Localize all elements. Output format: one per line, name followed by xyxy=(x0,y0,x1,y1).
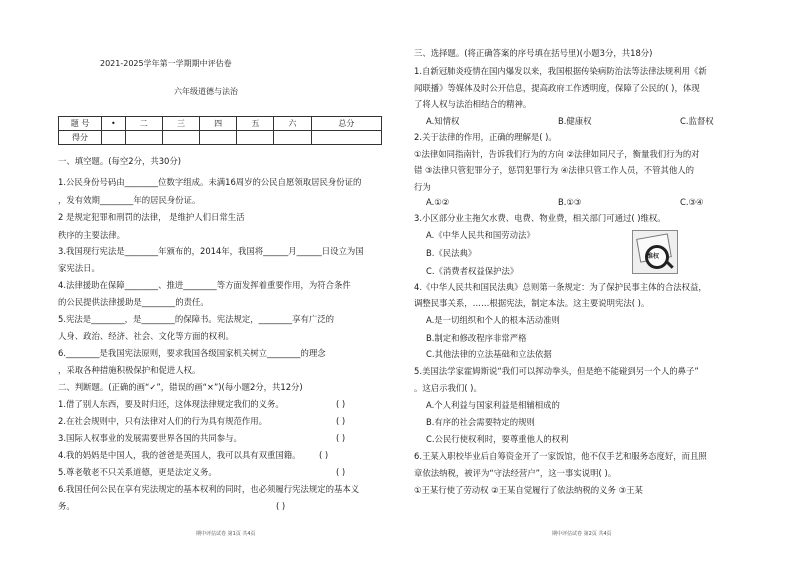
option-c[interactable]: C.其他法律的立法基础和立法依据 xyxy=(426,349,552,359)
judge-item: 1.借了别人东西，要及时归还，这体现法律规定我们的义务。 xyxy=(58,399,284,409)
judge-item: 5.尊老敬老不只关系道德，更是法定义务。 xyxy=(58,467,217,477)
judge-item: 2.在社会规则中，只有法律对人们的行为具有规范作用。 xyxy=(58,416,267,426)
judge-item: 3.国际人权事业的发展需要世界各国的共同参与。 xyxy=(58,433,242,443)
judge-item: 务。 xyxy=(58,501,75,511)
question-text: ①法律如同指南针，告诉我们行为的方向 ②法律如同尺子，衡量我们行为的对 xyxy=(414,149,700,159)
question-text: ①王某行使了劳动权 ②王某自觉履行了依法纳税的义务 ③王某 xyxy=(414,485,643,495)
score-blank-cell[interactable] xyxy=(125,131,162,145)
score-cell: 题 号 xyxy=(59,117,102,131)
answer-paren[interactable]: ( ) xyxy=(319,450,329,460)
score-blank-cell[interactable] xyxy=(102,131,126,145)
question-text: 闻联播》等媒体及时公开信息，提高政府工作透明度，保障了公民的( )，体现 xyxy=(414,83,700,93)
option-c[interactable]: C.③④ xyxy=(680,197,704,207)
option-c[interactable]: C.《消费者权益保护法》 xyxy=(426,266,519,276)
fill-line: 3.我国现行宪法是________年颁布的，2014年，我国将______月______日设立为国 xyxy=(58,246,364,256)
option-a[interactable]: A.知情权 xyxy=(426,116,460,126)
score-cell: • xyxy=(102,117,126,131)
rights-magnifier-illustration xyxy=(632,230,678,274)
option-a[interactable]: A.个人利益与国家利益是相辅相成的 xyxy=(426,400,560,410)
score-blank-cell[interactable] xyxy=(311,131,381,145)
option-c[interactable]: C.监督权 xyxy=(680,116,714,126)
section-2-heading: 二、判断题。(正确的画“✓”，错误的画“×”)(每小题2分，共12分) xyxy=(58,382,303,392)
fill-line: 秩序的主要法律。 xyxy=(58,230,125,240)
section-3-heading: 三、选择题。(将正确答案的序号填在括号里)(小题3分，共18分) xyxy=(414,48,653,58)
option-b[interactable]: B.《民法典》 xyxy=(426,248,477,258)
question-text: 了将人权与法治相结合的精神。 xyxy=(414,99,532,109)
question-text: 调整民事关系，……根据宪法，制定本法。这主要说明宪法( )。 xyxy=(414,298,650,308)
page-title: 2021-2025学年第一学期期中评估卷 xyxy=(100,59,232,68)
score-table-header-row xyxy=(59,117,382,131)
question-text: 2.关于法律的作用，正确的理解是( )。 xyxy=(414,132,557,142)
judge-item: 6.我国任何公民在享有宪法规定的基本权利的同时，也必须履行宪法规定的基本义 xyxy=(58,484,360,494)
question-text: 3.小区部分业主拖欠水费、电费、物业费，相关部门可通过( )维权。 xyxy=(414,213,666,223)
fill-line: 4.法律援助在保障________、推进________等方面发挥着重要作用，为符合条件 xyxy=(58,280,351,290)
score-label-cell: 得分 xyxy=(59,131,102,145)
option-b[interactable]: B.制定和修改程序非常严格 xyxy=(426,333,527,343)
option-a[interactable]: A.《中华人民共和国劳动法》 xyxy=(426,230,535,240)
option-c[interactable]: C.公民行使权利时，要尊重他人的权利 xyxy=(426,434,569,444)
score-blank-cell[interactable] xyxy=(237,131,274,145)
score-cell: 总分 xyxy=(311,117,381,131)
fill-line: 的公民提供法律援助是________的责任。 xyxy=(58,297,209,307)
score-table-score-row xyxy=(59,131,382,145)
score-table xyxy=(58,116,382,145)
answer-paren[interactable]: ( ) xyxy=(336,416,346,426)
section-1-heading: 一、填空题。(每空2分，共30分) xyxy=(58,156,182,166)
question-text: 章依法纳税，被评为“守法经营户”，这一事实说明( )。 xyxy=(414,468,617,478)
fill-line: 人身、政治、经济、社会、文化等方面的权利。 xyxy=(58,331,234,341)
score-cell: 四 xyxy=(200,117,237,131)
answer-paren[interactable]: ( ) xyxy=(336,399,346,409)
option-a[interactable]: A.①② xyxy=(426,197,450,207)
option-a[interactable]: A.是一切组织和个人的根本活动准则 xyxy=(426,315,560,325)
page-footer: 期中评估试卷 第2页 共4页 xyxy=(552,531,612,537)
illustration-label: 维权 xyxy=(647,253,660,260)
question-text: 4.《中华人民共和国民法典》总则第一条规定：为了保护民事主体的合法权益， xyxy=(414,282,707,292)
page-footer: 期中评估试卷 第1页 共4页 xyxy=(196,531,256,537)
score-cell: 六 xyxy=(274,117,311,131)
question-text: 5.美国法学家霍姆斯说“我们可以挥动拳头，但是绝不能碰到另一个人的鼻子” xyxy=(414,366,699,376)
score-cell: 二 xyxy=(125,117,162,131)
fill-line: 1.公民身份号码由________位数字组成。未满16周岁的公民自愿领取居民身份证的 xyxy=(58,177,362,187)
score-cell: 三 xyxy=(162,117,199,131)
question-text: 6.王某入职校毕业后自筹资金开了一家饭馆，他不仅手艺和服务态度好，而且照 xyxy=(414,451,707,461)
score-cell: 五 xyxy=(237,117,274,131)
question-text: 。这启示我们( )。 xyxy=(414,383,482,393)
score-blank-cell[interactable] xyxy=(162,131,199,145)
fill-line: ，采取各种措施积极保护和促进人权。 xyxy=(58,365,201,375)
answer-paren[interactable]: ( ) xyxy=(276,501,286,511)
option-b[interactable]: B.①③ xyxy=(558,197,582,207)
question-text: 行为 xyxy=(414,182,431,192)
answer-paren[interactable]: ( ) xyxy=(336,467,346,477)
option-b[interactable]: B.有序的社会需要特定的规则 xyxy=(426,417,535,427)
page-subtitle: 六年级道德与法治 xyxy=(174,87,238,96)
answer-paren[interactable]: ( ) xyxy=(336,433,346,443)
fill-line: 5.宪法是________，是________的保障书。宪法规定，________享有广泛的 xyxy=(58,314,334,324)
score-blank-cell[interactable] xyxy=(274,131,311,145)
fill-line: ，发有效期________年的居民身份证。 xyxy=(58,195,201,205)
option-b[interactable]: B.健康权 xyxy=(558,116,592,126)
fill-line: 2 是规定犯罪和刑罚的法律， 是维护人们日常生活 xyxy=(58,212,245,222)
judge-item: 4.我的妈妈是中国人，我的爸爸是英国人，我可以具有双重国籍。 xyxy=(58,450,301,460)
magnifier-handle-icon xyxy=(665,260,673,268)
fill-line: 家宪法日。 xyxy=(58,263,100,273)
score-blank-cell[interactable] xyxy=(200,131,237,145)
question-text: 1.自新冠肺炎疫情在国内爆发以来，我国根据传染病防治法等法律法规利用《新 xyxy=(414,66,707,76)
question-text: 错 ③法律只管犯罪分子，惩罚犯罪行为 ④法律只管工作人员，不管其他人的 xyxy=(414,165,694,175)
fill-line: 6.________是我国宪法原则，要求我国各级国家机关树立________的理念 xyxy=(58,348,326,358)
